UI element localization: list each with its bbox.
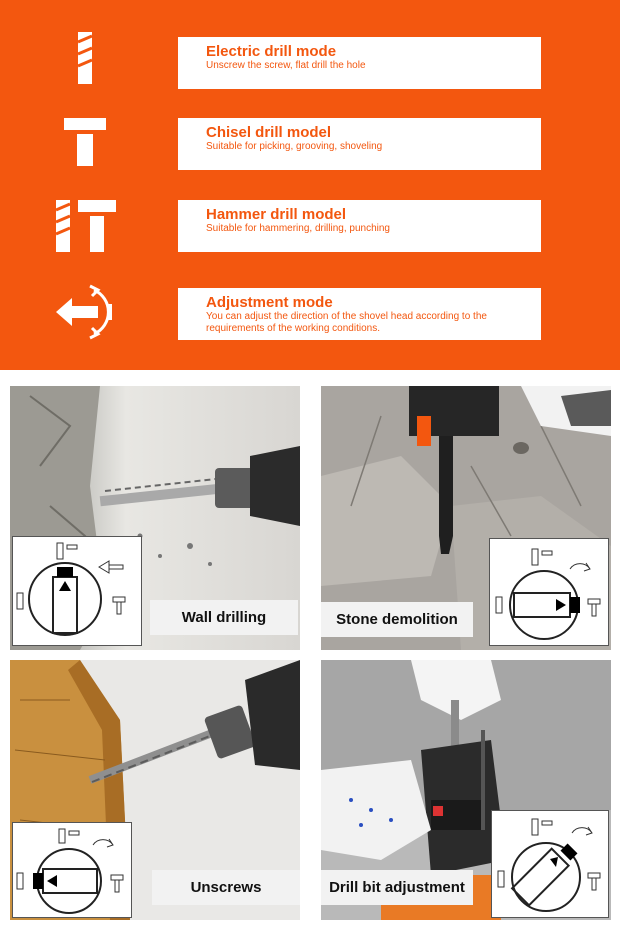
caption-unscrews: Unscrews: [152, 870, 300, 905]
mode-card-hammer-drill: [178, 200, 541, 252]
mode-dial-diagram: [12, 822, 132, 918]
mode-card-adjustment: [178, 288, 541, 340]
mode-title: Chisel drill model: [206, 124, 332, 141]
mode-dial-diagram: [12, 536, 142, 646]
mode-description: Suitable for hammering, drilling, punching: [206, 223, 390, 234]
hammer-drill-icon: [50, 196, 120, 256]
rotate-adjust-icon: [50, 282, 120, 342]
modes-panel: [0, 0, 620, 370]
photo-unscrews: [10, 660, 300, 920]
mode-description: You can adjust the direction of the shovel head according to the requirements of the working conditions.: [206, 311, 487, 334]
photo-drill-bit-adjustment: [321, 660, 611, 920]
mode-card-chisel: [178, 118, 541, 170]
mode-dial-diagram: [489, 538, 609, 646]
photo-stone-demolition: [321, 386, 611, 650]
mode-dial-diagram: [491, 810, 609, 918]
photo-wall-drilling: [10, 386, 300, 650]
caption-wall-drilling: Wall drilling: [150, 600, 298, 635]
caption-drill-bit-adjustment: Drill bit adjustment: [321, 870, 473, 905]
mode-description: Unscrew the screw, flat drill the hole: [206, 60, 366, 71]
caption-stone-demolition: Stone demolition: [321, 602, 473, 637]
drill-bit-icon: [50, 28, 120, 88]
mode-title: Electric drill mode: [206, 43, 337, 60]
mode-title: Hammer drill model: [206, 206, 347, 223]
chisel-icon: [50, 112, 120, 172]
mode-description: Suitable for picking, grooving, shoveling: [206, 141, 383, 152]
mode-title: Adjustment mode: [206, 294, 333, 311]
mode-card-electric-drill: [178, 37, 541, 89]
